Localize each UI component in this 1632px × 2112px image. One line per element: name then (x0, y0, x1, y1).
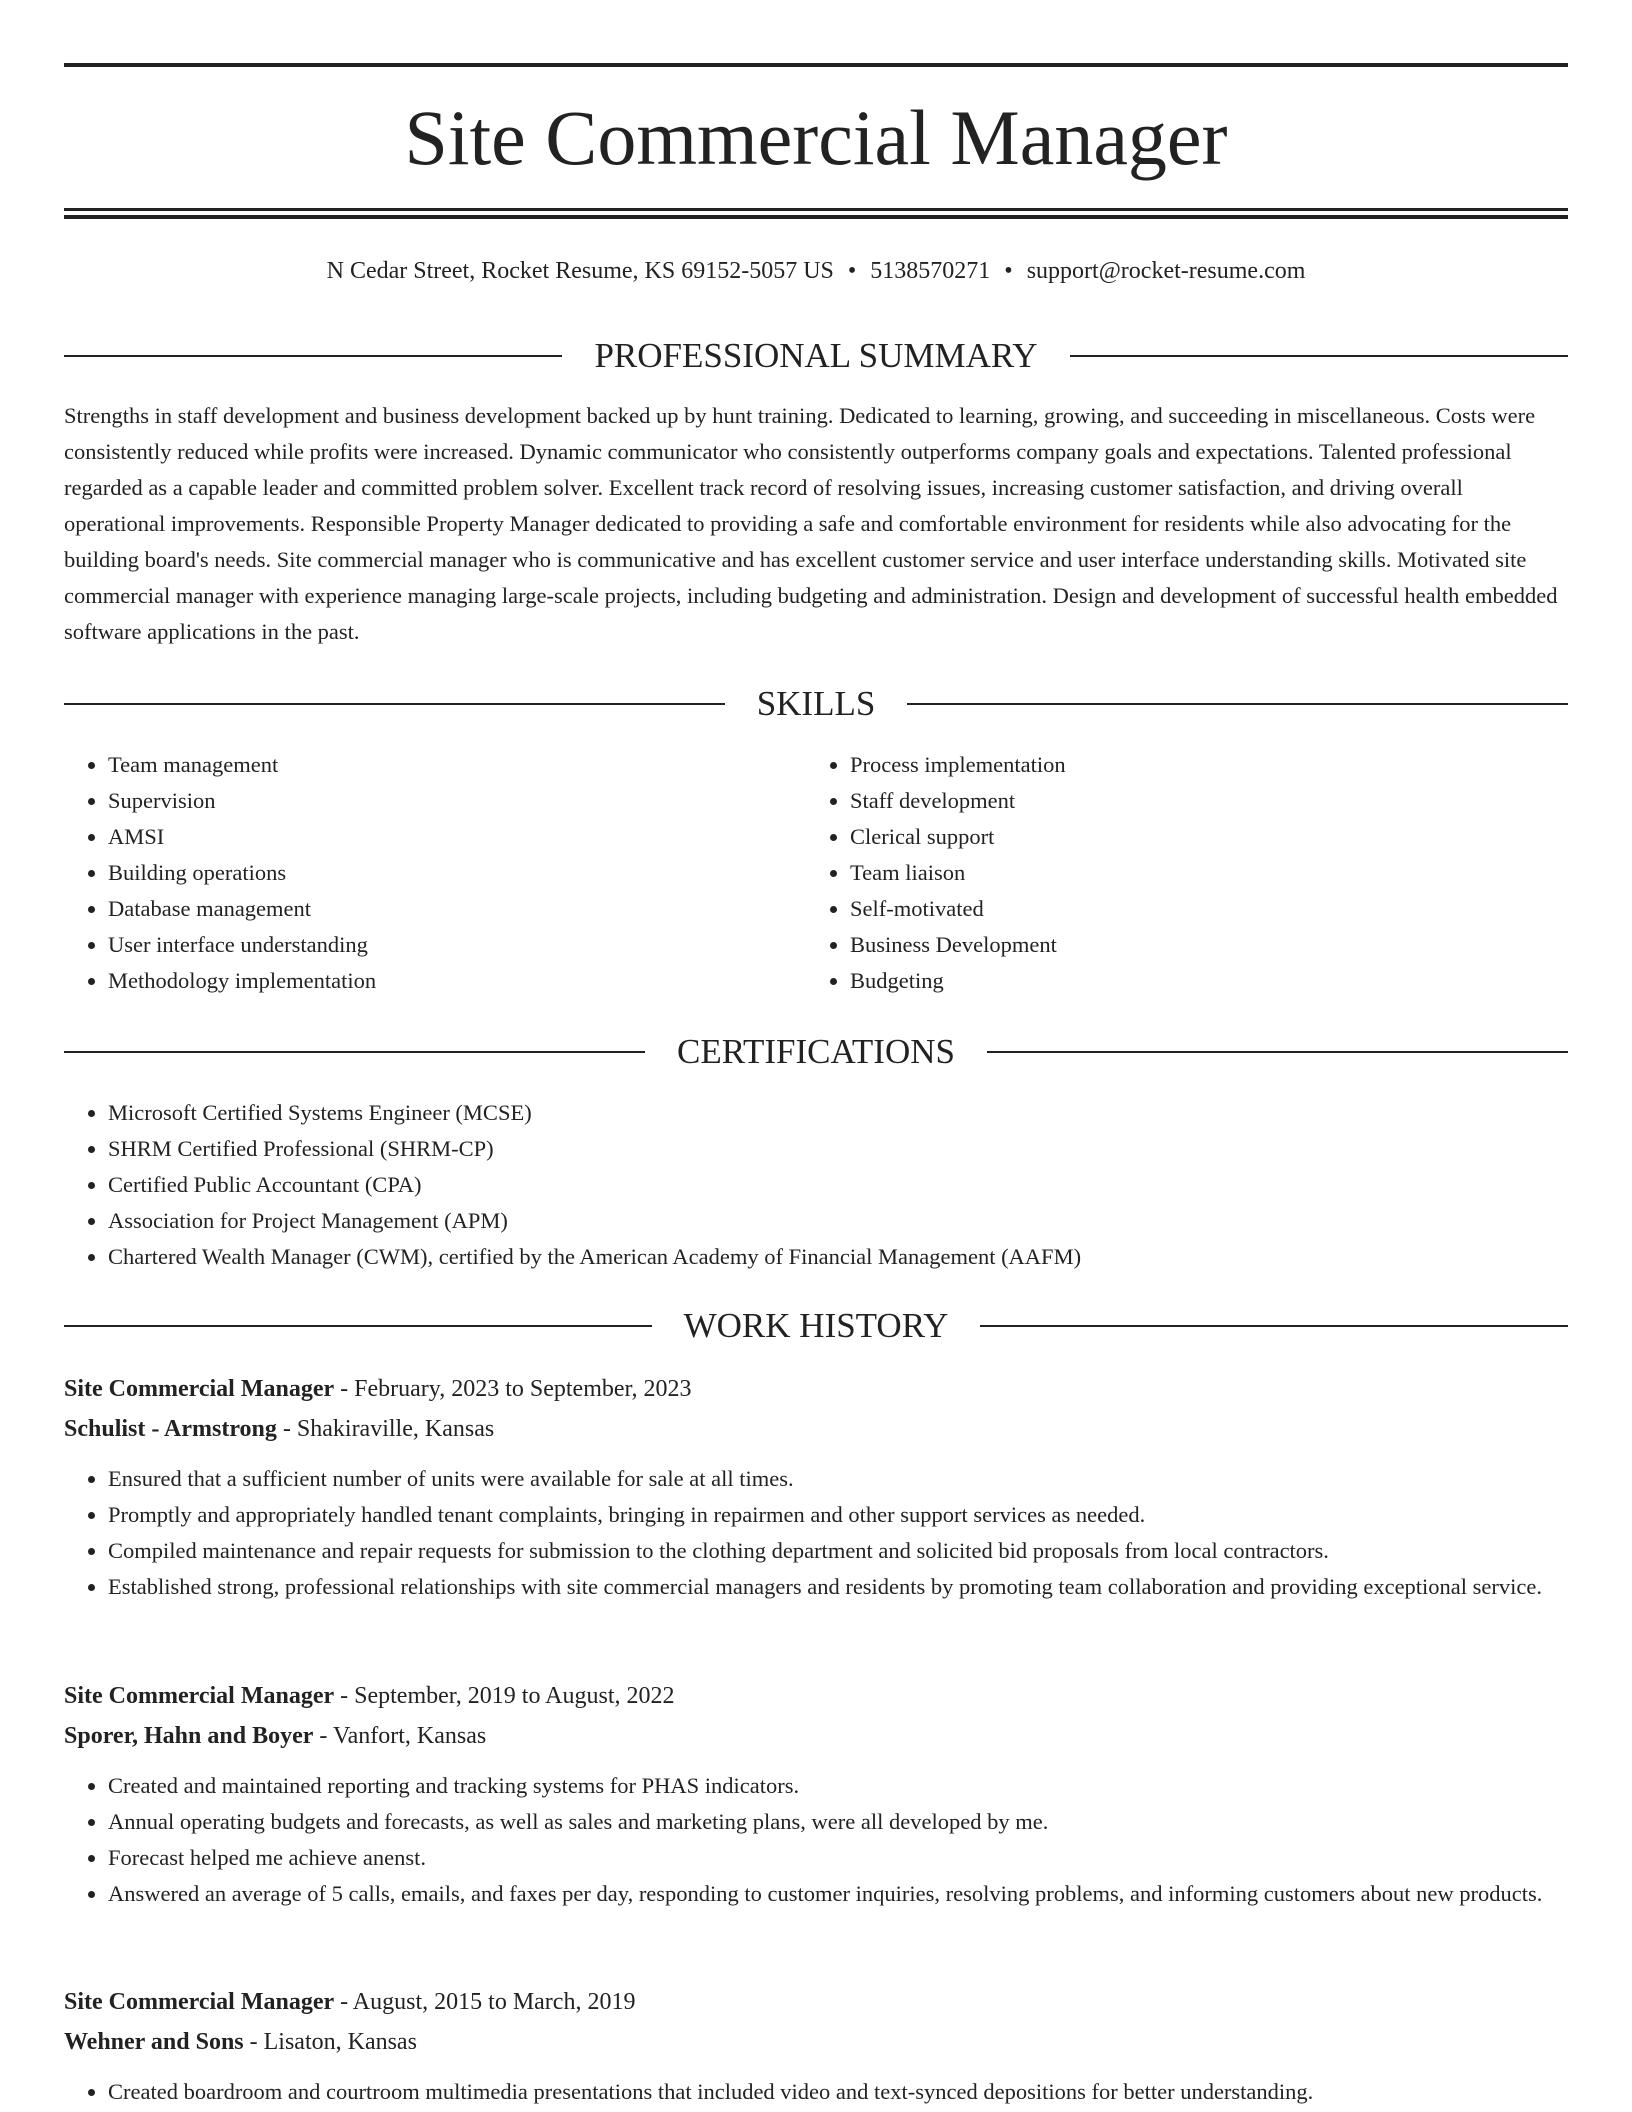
list-item: • User interface understanding (108, 927, 764, 963)
list-item: • Methodology implementation (108, 963, 764, 999)
job-location: - Shakiraville, Kansas (276, 1416, 495, 1442)
list-item: • Chartered Wealth Manager (CWM), certified by the American Academy of Financial Management (AAFM) (108, 1239, 1568, 1275)
list-item: • Association for Project Management (APM) (108, 1203, 1568, 1239)
heading-rule-left (64, 703, 725, 705)
list-item: • Established strong, professional relationships with site commercial managers and residents by promoting team collaboration and providing exceptional service. (108, 1569, 1568, 1605)
list-item: • Team management (108, 747, 764, 783)
job-duties-list (64, 2074, 1568, 2110)
job-company-line (64, 1716, 1568, 1756)
list-item: • Forecast helped me achieve anenst. (108, 1840, 1568, 1876)
list-item: • Compiled maintenance and repair requests for submission to the clothing department and solicited bid proposals from local contractors. (108, 1533, 1568, 1569)
job-dates: - February, 2023 to September, 2023 (334, 1376, 692, 1402)
job-location: - Vanfort, Kansas (313, 1723, 487, 1749)
list-item: • Promptly and appropriately handled tenant complaints, bringing in repairmen and other support services as needed. (108, 1497, 1568, 1533)
contact-email: support@rocket-resume.com (1026, 258, 1306, 284)
list-item: • Clerical support (850, 819, 1506, 855)
heading-rule-right (980, 1325, 1568, 1327)
list-item: • Business Development (850, 927, 1506, 963)
job-company-line (64, 2022, 1568, 2062)
certifications-block (64, 1095, 1568, 1275)
list-item: • Process implementation (850, 747, 1506, 783)
contact-separator: • (847, 258, 857, 284)
list-item: • Created and maintained reporting and tracking systems for PHAS indicators. (108, 1768, 1568, 1804)
job-entry (64, 1982, 1568, 2110)
job-dates: - August, 2015 to March, 2019 (334, 1989, 636, 2015)
job-duties-list (64, 1768, 1568, 1912)
job-company-line (64, 1409, 1568, 1449)
section-title: CERTIFICATIONS (677, 1032, 955, 1071)
list-item: • Created boardroom and courtroom multimedia presentations that included video and text-synced depositions for better understanding. (108, 2074, 1568, 2110)
header-double-rule (64, 208, 1568, 219)
list-item: • SHRM Certified Professional (SHRM-CP) (108, 1131, 1568, 1167)
list-item: • Microsoft Certified Systems Engineer (MCSE) (108, 1095, 1568, 1131)
heading-rule-right (1070, 355, 1568, 357)
contact-address: N Cedar Street, Rocket Resume, KS 69152-5057 US (326, 258, 834, 284)
skills-list (806, 747, 1506, 999)
job-title-line (64, 1369, 1568, 1409)
list-item: • Building operations (108, 855, 764, 891)
heading-rule-right (907, 703, 1568, 705)
job-duties-list (64, 1461, 1568, 1605)
header-top-rule (64, 63, 1568, 67)
skills-list (64, 747, 764, 999)
list-item: • Annual operating budgets and forecasts, as well as sales and marketing plans, were all developed by me. (108, 1804, 1568, 1840)
contact-line (64, 254, 1568, 288)
job-company: Schulist - Armstrong (64, 1416, 277, 1442)
list-item: • Answered an average of 5 calls, emails, and faxes per day, responding to customer inquiries, resolving problems, and informing customers about new products. (108, 1876, 1568, 1912)
job-entry (64, 1676, 1568, 1912)
section-heading-skills (64, 682, 1568, 726)
job-company: Sporer, Hahn and Boyer (64, 1723, 314, 1749)
contact-separator: • (1004, 258, 1013, 284)
job-title: Site Commercial Manager (64, 1989, 335, 2015)
list-item: • Staff development (850, 783, 1506, 819)
job-title: Site Commercial Manager (64, 1683, 335, 1709)
certifications-list (64, 1095, 1568, 1275)
list-item: • Team liaison (850, 855, 1506, 891)
section-heading-certifications (64, 1030, 1568, 1074)
list-item: • Certified Public Accountant (CPA) (108, 1167, 1568, 1203)
contact-phone: 5138570271 (870, 258, 991, 284)
job-dates: - September, 2019 to August, 2022 (334, 1683, 675, 1709)
list-item: • Self-motivated (850, 891, 1506, 927)
list-item: • AMSI (108, 819, 764, 855)
list-item: • Ensured that a sufficient number of units were available for sale at all times. (108, 1461, 1568, 1497)
heading-rule-left (64, 1051, 645, 1053)
job-title-line (64, 1982, 1568, 2022)
section-title: PROFESSIONAL SUMMARY (594, 336, 1038, 375)
section-heading-summary (64, 334, 1568, 378)
heading-rule-right (987, 1051, 1568, 1053)
resume-title: Site Commercial Manager (404, 94, 1228, 181)
heading-rule-left (64, 1325, 652, 1327)
job-company: Wehner and Sons (64, 2029, 244, 2055)
section-title: SKILLS (756, 684, 876, 723)
job-title: Site Commercial Manager (64, 1376, 335, 1402)
skills-column-right (806, 747, 1506, 999)
job-title-line (64, 1676, 1568, 1716)
job-entry (64, 1369, 1568, 1605)
heading-rule-left (64, 355, 562, 357)
skills-column-left (64, 747, 764, 999)
section-title: WORK HISTORY (683, 1306, 949, 1345)
professional-summary-text: Strengths in staff development and business development backed up by hunt training. Dedicated to learning, growing, and succeeding in miscellaneous. Costs were consistently reduced while profits were increased. Dynamic communicator who consistently outperforms company goals and expectations. Talented professional regarded as a capable leader and committed problem solver. Excellent track record of resolving issues, increasing customer satisfaction, and driving overall operational improvements. Responsible Property Manager dedicated to providing a safe and comfortable environment for residents while also advocating for the building board's needs. Site commercial manager who is communicative and has excellent customer service and user interface understanding skills. Motivated site commercial manager with experience managing large-scale projects, including budgeting and administration. Design and development of successful health embedded software applications in the past. (64, 403, 1558, 644)
section-heading-work-history (64, 1304, 1568, 1348)
list-item: • Database management (108, 891, 764, 927)
list-item: • Budgeting (850, 963, 1506, 999)
job-location: - Lisaton, Kansas (243, 2029, 417, 2055)
list-item: • Supervision (108, 783, 764, 819)
